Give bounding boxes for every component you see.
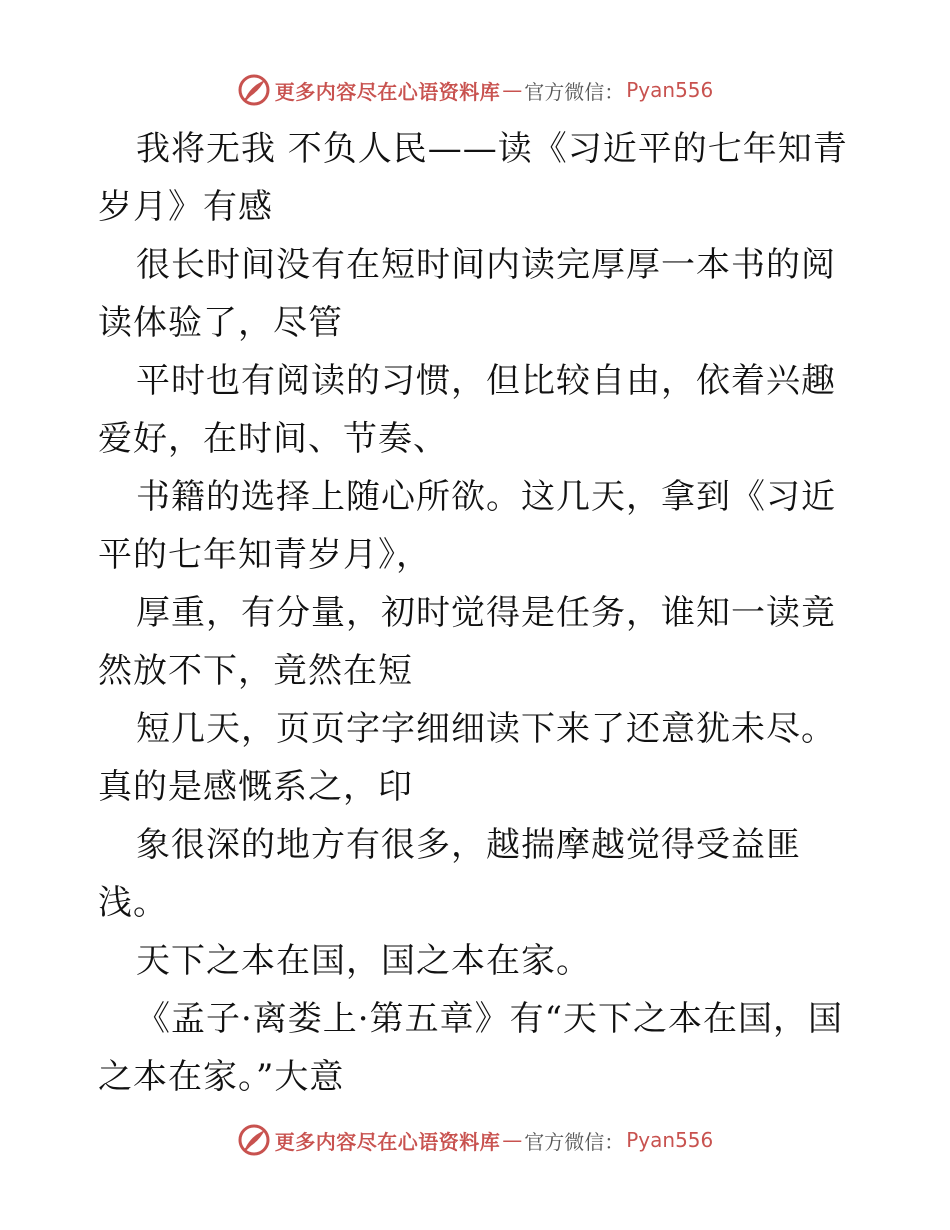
banner-separator: —: [502, 78, 523, 102]
section-heading: 天下之本在国，国之本在家。: [136, 941, 591, 981]
paragraph: 平时也有阅读的习惯，但比较自由，依着兴趣爱好，在时间、节奏、: [98, 361, 836, 459]
footer-banner: [0, 1120, 950, 1160]
paragraph: 很长时间没有在短时间内读完厚厚一本书的阅读体验了，尽管: [98, 245, 836, 343]
paragraph: 《孟子·离娄上·第五章》有“天下之本在国，国之本在家。”大意: [98, 999, 843, 1097]
paragraph: 象很深的地方有很多，越揣摩越觉得受益匪浅。: [98, 825, 801, 923]
quill-logo-icon: [237, 1123, 271, 1157]
banner-text: 更多内容尽在心语资料库: [274, 79, 501, 104]
paragraph: 短几天，页页字字细细读下来了还意犹未尽。真的是感慨系之，印: [98, 709, 836, 807]
banner-separator: —: [502, 1128, 523, 1152]
banner-wechat-id: Pyan556: [626, 78, 714, 102]
document-body: [98, 120, 850, 1106]
paragraph: 厚重，有分量，初时觉得是任务，谁知一读竟然放不下，竟然在短: [98, 593, 836, 691]
header-banner: [0, 70, 950, 110]
quill-logo-icon: [237, 73, 271, 107]
banner-text: 更多内容尽在心语资料库: [274, 1129, 501, 1154]
document-title: 我将无我 不负人民——读《习近平的七年知青岁月》有感: [98, 129, 848, 227]
banner-wechat-id: Pyan556: [626, 1128, 714, 1152]
banner-wechat-label: 官方微信：: [524, 79, 625, 104]
banner-wechat-label: 官方微信：: [524, 1129, 625, 1154]
paragraph: 书籍的选择上随心所欲。这几天，拿到《习近平的七年知青岁月》，: [98, 477, 836, 575]
